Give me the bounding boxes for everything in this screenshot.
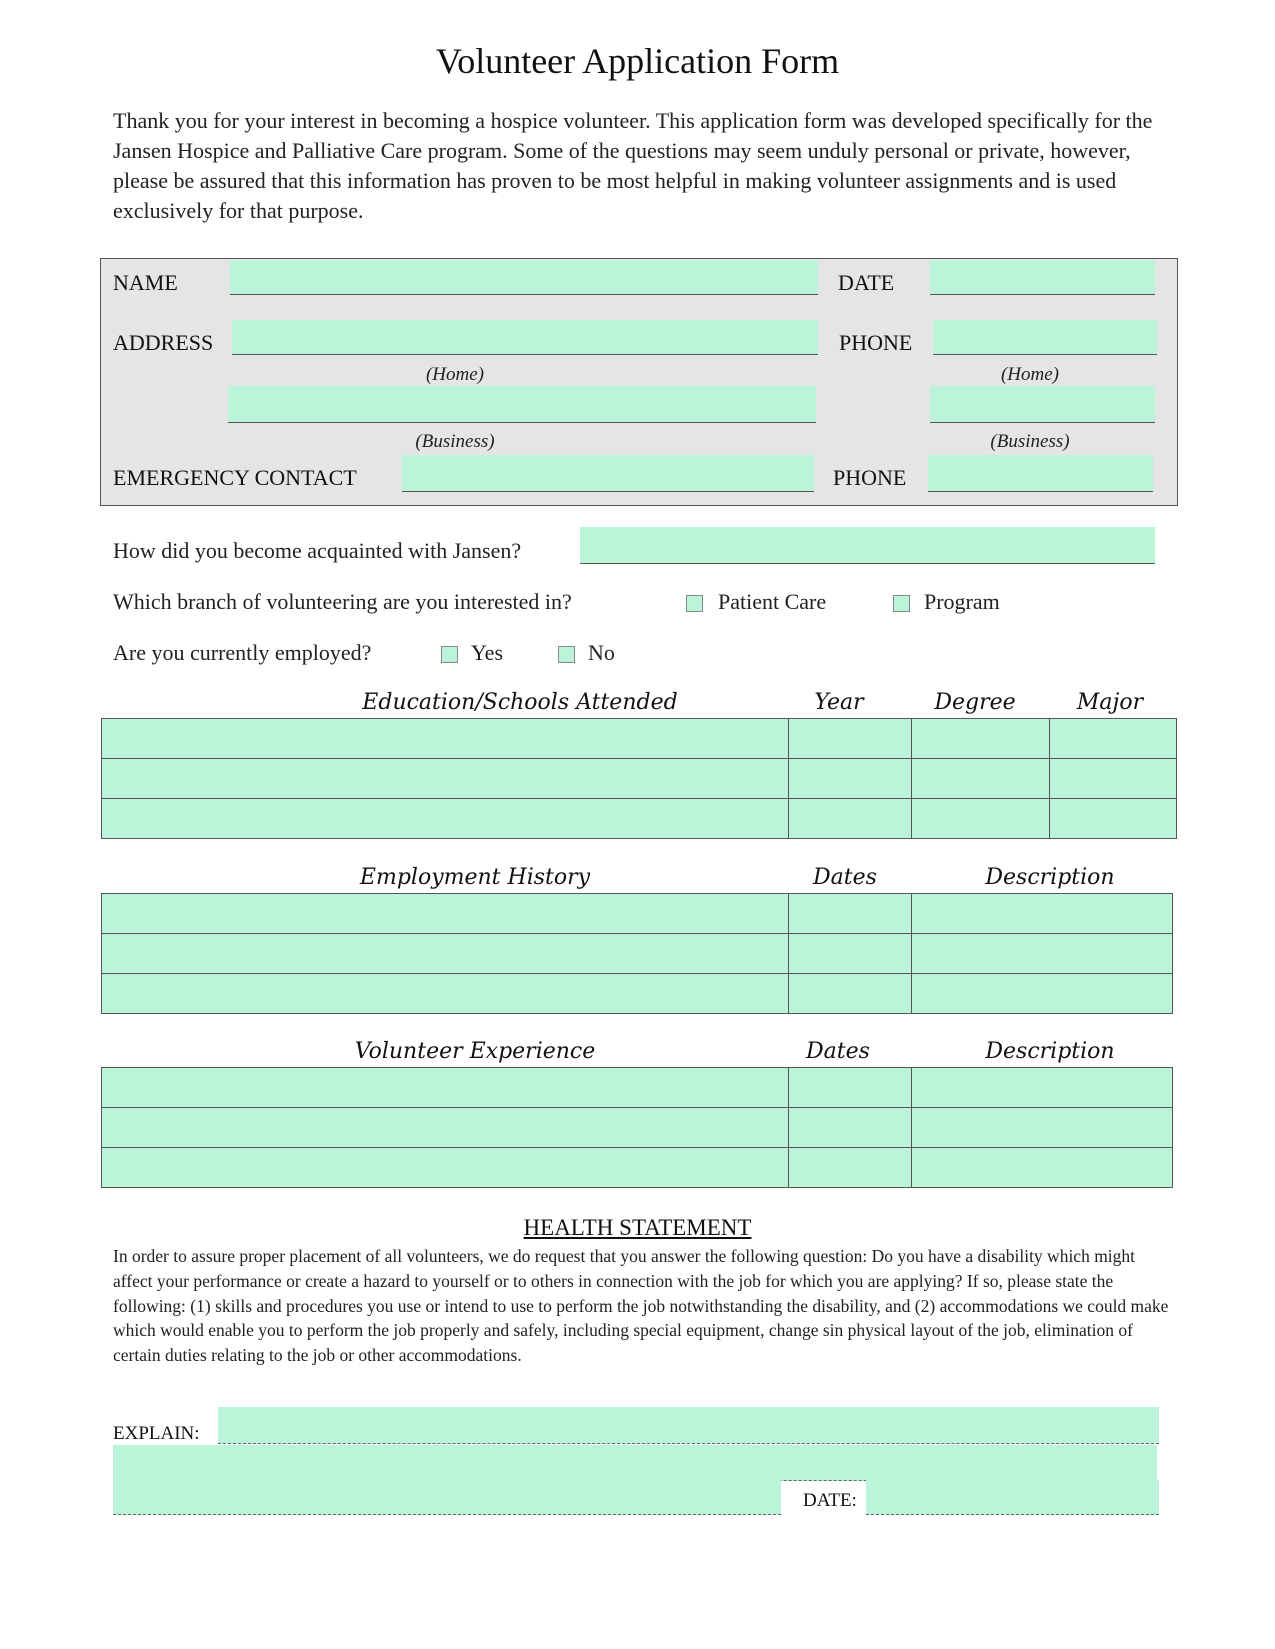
- table-row: [102, 719, 1177, 759]
- employed-yes-checkbox[interactable]: [441, 646, 458, 663]
- employed-no-checkbox[interactable]: [558, 646, 575, 663]
- dates-cell[interactable]: [789, 1108, 912, 1148]
- business-address-hint: (Business): [415, 431, 495, 452]
- patient-care-checkbox[interactable]: [686, 595, 703, 612]
- home-phone-hint: (Home): [1000, 364, 1060, 385]
- health-date-label: DATE:: [803, 1490, 857, 1511]
- education-header: Education/Schools Attended: [362, 690, 678, 715]
- acquainted-field[interactable]: [580, 527, 1155, 564]
- volunteer-dates-header: Dates: [806, 1039, 870, 1064]
- degree-cell[interactable]: [912, 799, 1050, 839]
- school-cell[interactable]: [102, 799, 789, 839]
- volunteer-description-header: Description: [985, 1039, 1115, 1064]
- description-cell[interactable]: [912, 1108, 1173, 1148]
- emergency-contact-label: EMERGENCY CONTACT: [113, 465, 357, 490]
- employer-cell[interactable]: [102, 894, 789, 934]
- major-cell[interactable]: [1050, 719, 1177, 759]
- dates-cell[interactable]: [789, 934, 912, 974]
- health-statement-text: In order to assure proper placement of all volunteers, we do request that you answer the following question: Do you have a disability which might affect your performance or create a hazard to yourself or to others in connection with the job for which you are applying? If so, please state the following: (1) skills and procedures you use or intend to use to perform the job notwithstanding the disability, and (2) accommodations we could make which would enable you to perform the job properly and safely, including special equipment, change sin physical layout of the job, elimination of certain duties relating to the job or other accommodations.: [113, 1246, 1169, 1366]
- acquainted-question: How did you become acquainted with Jansen?: [113, 538, 522, 563]
- organization-cell[interactable]: [102, 1148, 789, 1188]
- school-cell[interactable]: [102, 719, 789, 759]
- organization-cell[interactable]: [102, 1108, 789, 1148]
- address-label: ADDRESS: [113, 330, 214, 355]
- organization-cell[interactable]: [102, 1068, 789, 1108]
- table-row: [102, 799, 1177, 839]
- health-date-field[interactable]: [866, 1480, 1159, 1515]
- date-label: DATE: [838, 270, 895, 295]
- phone-label: PHONE: [839, 330, 913, 355]
- table-row: [102, 1068, 1173, 1108]
- emergency-contact-field[interactable]: [402, 455, 814, 492]
- table-row: [102, 1148, 1173, 1188]
- name-field[interactable]: [230, 260, 818, 295]
- education-table: [101, 718, 1177, 839]
- description-cell[interactable]: [912, 934, 1173, 974]
- year-cell[interactable]: [789, 799, 912, 839]
- business-phone-hint: (Business): [990, 431, 1070, 452]
- dates-cell[interactable]: [789, 1068, 912, 1108]
- table-row: [102, 894, 1173, 934]
- degree-cell[interactable]: [912, 759, 1050, 799]
- emergency-phone-label: PHONE: [833, 465, 907, 490]
- employed-no-label: No: [588, 640, 615, 665]
- employed-question: Are you currently employed?: [113, 640, 372, 665]
- home-address-hint: (Home): [425, 364, 485, 385]
- description-cell[interactable]: [912, 1148, 1173, 1188]
- table-row: [102, 974, 1173, 1014]
- school-cell[interactable]: [102, 759, 789, 799]
- dates-cell[interactable]: [789, 894, 912, 934]
- business-phone-field[interactable]: [930, 386, 1155, 423]
- employed-yes-label: Yes: [471, 640, 504, 665]
- explain-field-line-3[interactable]: [113, 1480, 781, 1515]
- year-cell[interactable]: [789, 719, 912, 759]
- business-address-field[interactable]: [228, 386, 816, 423]
- home-phone-field[interactable]: [933, 320, 1157, 355]
- employer-cell[interactable]: [102, 934, 789, 974]
- year-cell[interactable]: [789, 759, 912, 799]
- employment-dates-header: Dates: [813, 865, 877, 890]
- intro-paragraph: Thank you for your interest in becoming a hospice volunteer. This application form was developed specifically for the Jansen Hospice and Palliative Care program. Some of the questions may seem unduly personal or private, however, please be assured that this information has proven to be most helpful in making volunteer assignments and is used exclusively for that purpose.: [113, 108, 1153, 223]
- description-cell[interactable]: [912, 1068, 1173, 1108]
- description-cell[interactable]: [912, 974, 1173, 1014]
- explain-field-line-1[interactable]: [218, 1407, 1159, 1444]
- home-address-field[interactable]: [232, 320, 818, 355]
- program-checkbox[interactable]: [893, 595, 910, 612]
- branch-question: Which branch of volunteering are you interested in?: [113, 589, 572, 614]
- health-statement-title: HEALTH STATEMENT: [523, 1215, 752, 1240]
- employment-table: [101, 893, 1173, 1014]
- program-label: Program: [924, 589, 1000, 614]
- page-title: Volunteer Application Form: [435, 41, 840, 81]
- table-row: [102, 1108, 1173, 1148]
- employment-description-header: Description: [985, 865, 1115, 890]
- patient-care-label: Patient Care: [718, 589, 827, 614]
- table-row: [102, 759, 1177, 799]
- name-label: NAME: [113, 270, 178, 295]
- emergency-phone-field[interactable]: [928, 455, 1153, 492]
- description-cell[interactable]: [912, 894, 1173, 934]
- major-cell[interactable]: [1050, 759, 1177, 799]
- explain-label: EXPLAIN:: [113, 1423, 200, 1444]
- employment-header: Employment History: [359, 865, 591, 890]
- table-row: [102, 934, 1173, 974]
- major-cell[interactable]: [1050, 799, 1177, 839]
- dates-cell[interactable]: [789, 1148, 912, 1188]
- volunteer-table: [101, 1067, 1173, 1188]
- volunteer-header: Volunteer Experience: [354, 1039, 596, 1064]
- date-field[interactable]: [930, 260, 1155, 295]
- degree-cell[interactable]: [912, 719, 1050, 759]
- major-header: Major: [1076, 690, 1144, 715]
- explain-field-line-2[interactable]: [113, 1445, 1157, 1481]
- degree-header: Degree: [934, 690, 1016, 715]
- employer-cell[interactable]: [102, 974, 789, 1014]
- year-header: Year: [814, 690, 864, 715]
- dates-cell[interactable]: [789, 974, 912, 1014]
